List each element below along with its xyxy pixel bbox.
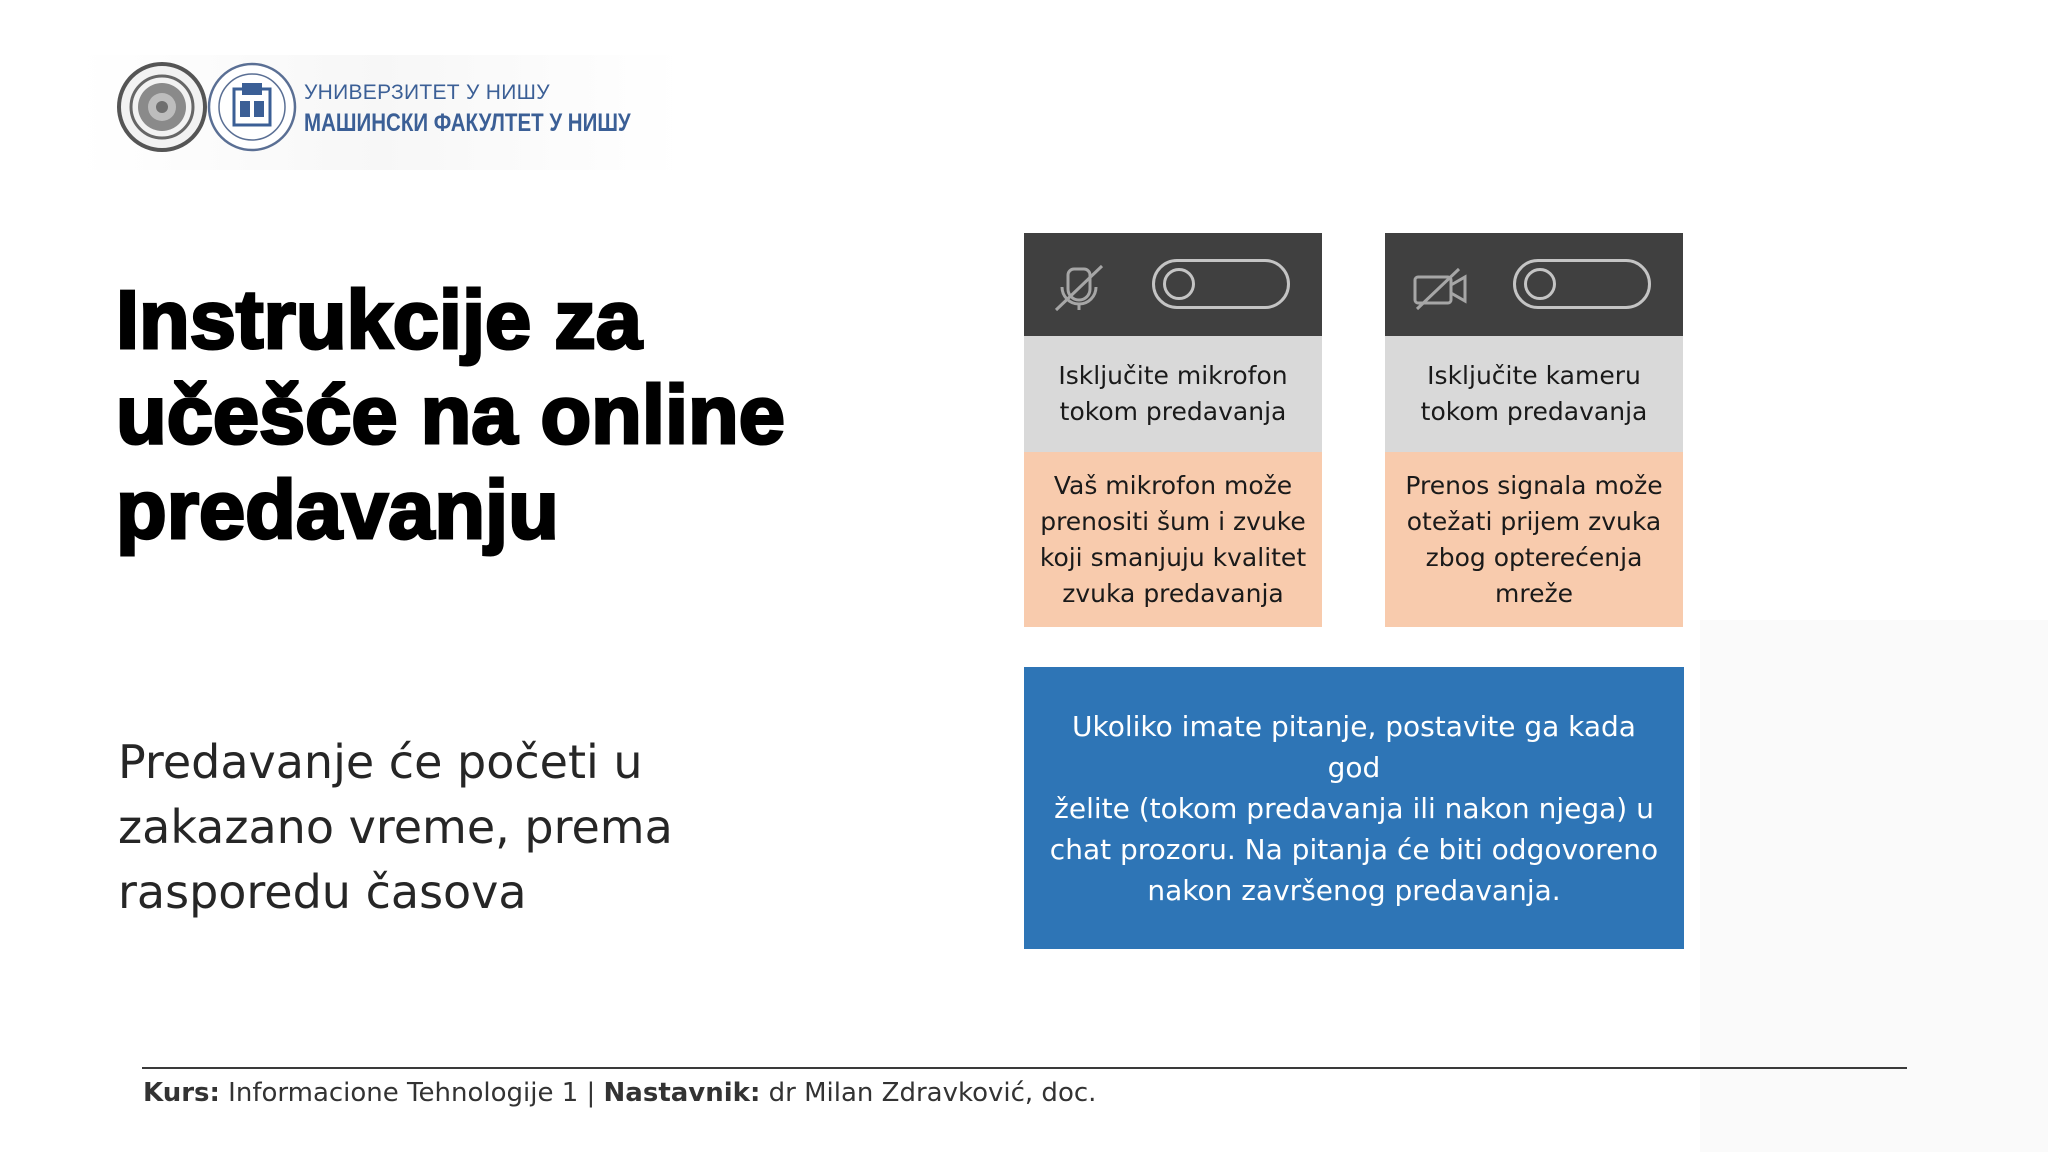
university-logo [78, 55, 683, 170]
card-heading-box [1024, 336, 1322, 452]
university-seal-icon [116, 61, 208, 153]
card-header [1385, 233, 1683, 336]
turn-off-camera-card [1385, 233, 1683, 627]
faculty-seal-icon [206, 61, 298, 153]
footer-teacher-value: dr Milan Zdravković, doc. [768, 1078, 1097, 1108]
background-panel [1700, 620, 2048, 1152]
toggle-knob [1524, 268, 1556, 300]
card-reason: Prenos signala može otežati prijem zvuka zbog opterećenja mreže [1405, 470, 1663, 608]
slide-subtitle: Predavanje će početi u zakazano vreme, prema rasporedu časova [118, 735, 673, 919]
card-header [1024, 233, 1322, 336]
card-heading: Isključite mikrofon tokom predavanja [1058, 361, 1288, 426]
card-heading: Isključite kameru tokom predavanja [1420, 361, 1648, 426]
toggle-knob [1163, 268, 1195, 300]
footer-divider [142, 1067, 1907, 1069]
questions-info-text: Ukoliko imate pitanje, postavite ga kada god želite (tokom predavanja ili nakon njega) u chat prozoru. Na pitanja će biti odgovoreno nakon završenog predavanja. [1049, 709, 1659, 907]
card-reason-box [1385, 452, 1683, 627]
card-reason: Vaš mikrofon može prenositi šum i zvuke koji smanjuju kvalitet zvuka predavanja [1039, 470, 1307, 608]
camera-off-icon [1411, 263, 1469, 313]
questions-info-box [1024, 667, 1684, 949]
footer-course-label: Kurs: [143, 1078, 220, 1108]
footer [143, 1078, 1096, 1108]
footer-teacher-label: Nastavnik: [603, 1078, 761, 1108]
camera-toggle[interactable] [1513, 259, 1651, 309]
logo-university-name: УНИВЕРЗИТЕТ У НИШУ [304, 81, 550, 104]
card-heading-box [1385, 336, 1683, 452]
logo-faculty-name: МАШИНСКИ ФАКУЛТЕТ У НИШУ [304, 109, 631, 137]
microphone-muted-icon [1050, 263, 1108, 313]
card-reason-box [1024, 452, 1322, 627]
footer-separator: | [586, 1078, 596, 1108]
slide-title: Instrukcije za učešće na online predavanju [116, 273, 785, 556]
microphone-toggle[interactable] [1152, 259, 1290, 309]
footer-course-value: Informacione Tehnologije 1 [228, 1078, 579, 1108]
mute-microphone-card [1024, 233, 1322, 627]
